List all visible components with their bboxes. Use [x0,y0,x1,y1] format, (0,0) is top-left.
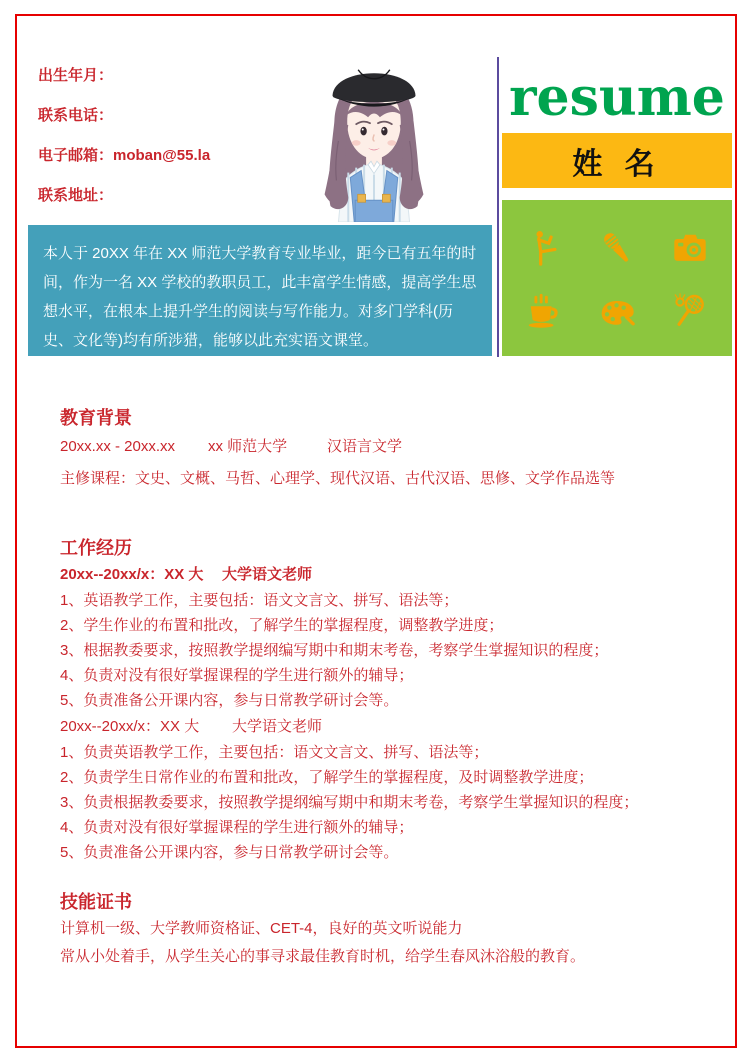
section-title-skills: 技能证书 [60,892,132,912]
contact-birth-label: 出生年月： [38,67,114,84]
education-entry [60,431,726,463]
microphone-icon [598,229,636,267]
spacer [60,865,726,889]
job-2-duty: 4、负责对没有很好掌握课程的学生进行额外的辅导； [60,819,414,836]
vertical-divider [497,57,499,357]
hat-dome [332,73,415,102]
skills-line: 计算机一级、大学教师资格证、CET-4，良好的英文听说能力 [60,920,463,937]
job-1-duty: 4、负责对没有很好掌握课程的学生进行额外的辅导； [60,667,414,684]
left-eye [360,127,366,136]
job-2-period: 20xx--20xx/x：XX 大 [60,718,200,735]
job-1-duty: 5、负责准备公开课内容，参与日常教学研讨会等。 [60,692,399,709]
job-2-title [60,713,726,740]
education-major: 汉语言文学 [327,438,403,455]
right-eye [381,127,387,136]
badminton-icon [671,292,709,330]
left-blush [352,140,361,146]
name-box [502,133,732,188]
dancer-icon [525,229,563,267]
job-1-duty: 2、学生作业的布置和批改，了解学生的掌握程度，调整教学进度； [60,617,504,634]
profile-illustration [298,52,450,222]
job-1-duty: 3、根据教委要求，按照教学提纲编写期中和期末考卷，考察学生掌握知识的程度； [60,642,609,659]
name-text: 姓 名 [572,147,662,181]
skills-line: 常从小处着手，从学生关心的事寻求最佳教育时机，给学生春风沐浴般的教育。 [60,948,586,965]
job-2-duty: 1、负责英语教学工作，主要包括：语文文言文、拼写、语法等； [60,744,489,761]
camera-icon [671,229,709,267]
section-title-work: 工作经历 [60,538,132,558]
education-school: xx 师范大学 [208,438,288,455]
job-2-duty: 3、负责根据教委要求，按照教学提纲编写期中和期末考卷，考察学生掌握知识的程度； [60,794,639,811]
self-introduction-text: 本人于 20XX 年在 XX 师范大学教育专业毕业，距今已有五年的时间，作为一名 XX 学校的教职员工，此丰富学生情感，提高学生思想水平，在根本上提升学生的阅读与写作能力。对多门学科(历史、文化等)均有所涉猎，能够以此充实语文课堂。 [43,245,477,349]
contact-phone-label: 联系电话： [38,107,114,124]
self-introduction-box [28,225,492,356]
contact-info [38,66,288,226]
spacer [60,495,726,535]
job-1-title [60,561,726,588]
education-period: 20xx.xx - 20xx.xx [60,438,176,455]
education-courses: 主修课程：文史、文概、马哲、心理学、现代汉语、古代汉语、思修、文学作品选等 [60,470,616,487]
job-1-duty: 1、英语教学工作，主要包括：语文文言文、拼写、语法等； [60,592,459,609]
right-blush [387,140,396,146]
brand-title: resume [509,67,725,128]
main-content [60,405,726,971]
hobby-icons-panel [502,200,732,356]
palette-icon [598,292,636,330]
coffee-icon [525,292,563,330]
job-2-duty: 2、负责学生日常作业的布置和批改，了解学生的掌握程度，及时调整教学进度； [60,769,594,786]
contact-email-value: 电子邮箱：moban@55.la [38,147,211,164]
contact-address-label: 联系地址： [38,187,114,204]
job-1-period: 20xx--20xx/x：XX 大 [60,566,204,583]
job-2-duty: 5、负责准备公开课内容，参与日常教学研讨会等。 [60,844,399,861]
job-2-role: 大学语文老师 [232,718,323,735]
job-1-role: 大学语文老师 [222,566,313,583]
section-title-education: 教育背景 [60,408,132,428]
